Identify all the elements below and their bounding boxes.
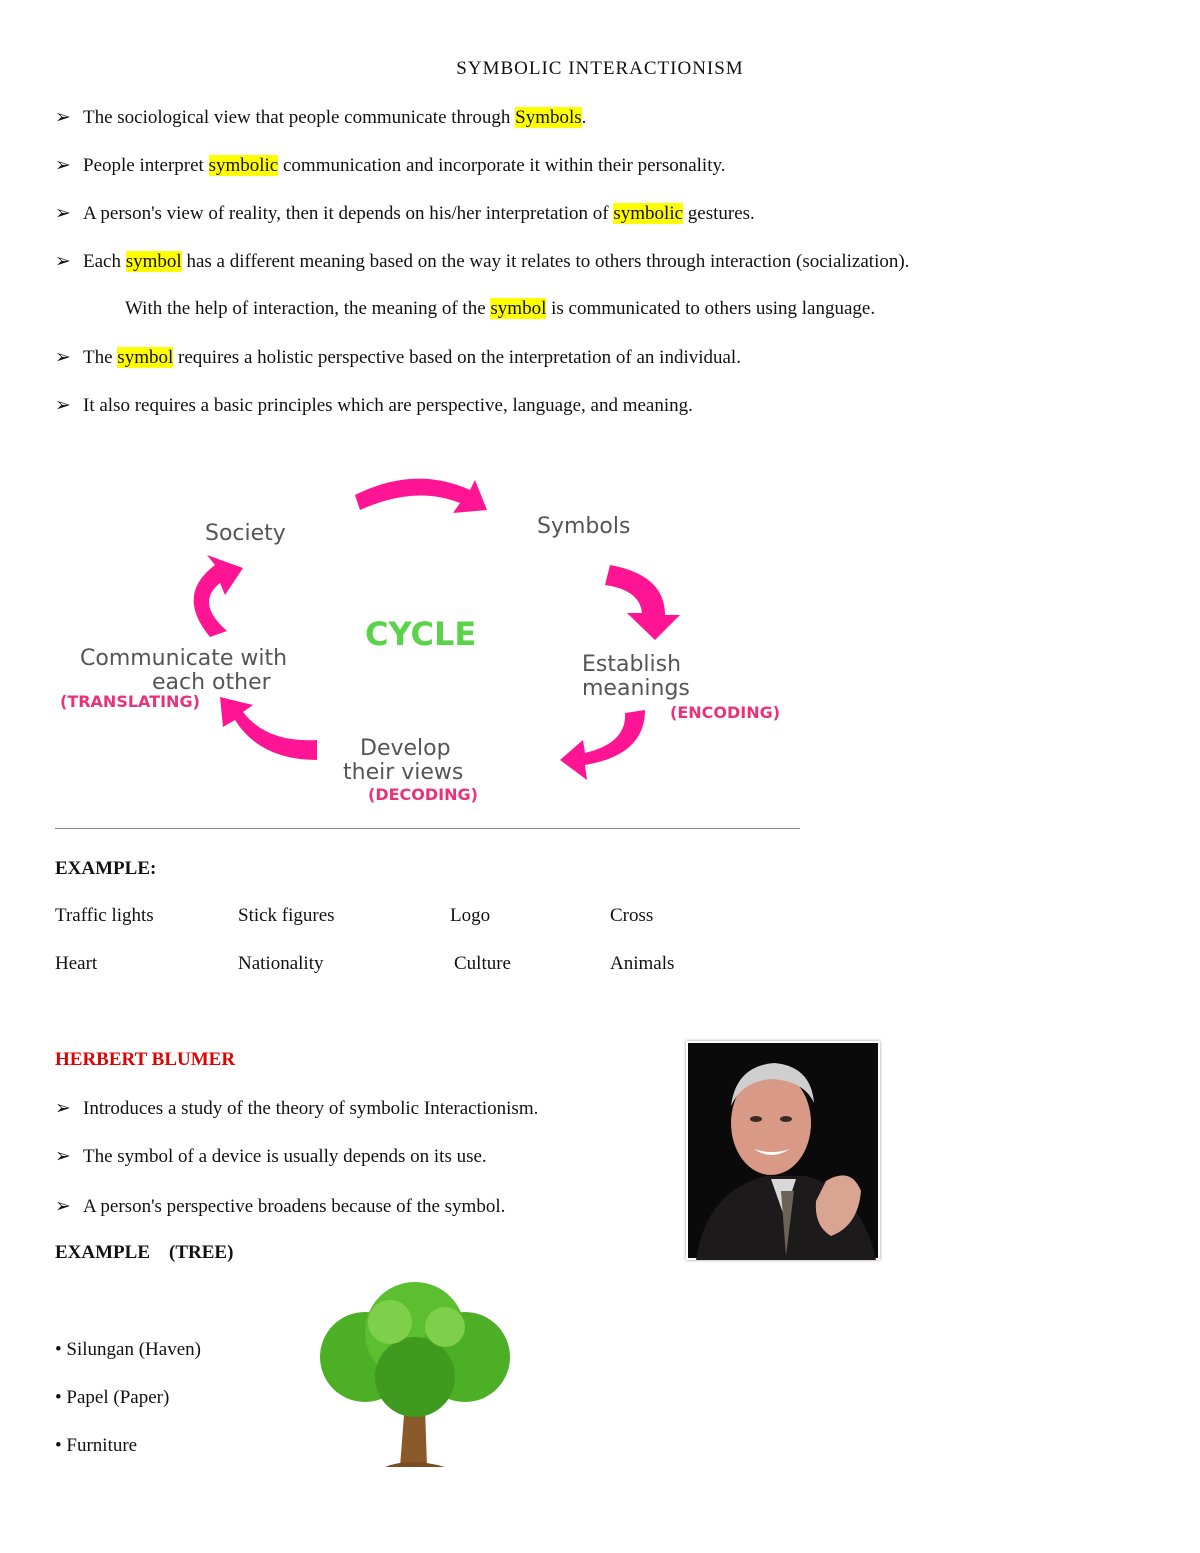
arrow-bullet-icon: ➢ [55,251,71,272]
example-item: Heart [55,953,98,974]
tree-icon [305,1282,525,1472]
bullet-2: ➢ A person's view of reality, then it depends on his/her interpretation of symbolic gestures. [55,203,755,224]
blumer-heading: HERBERT BLUMER [55,1049,236,1070]
example-item: Cross [610,905,654,926]
example-heading: EXAMPLE: [55,858,157,879]
bullet-0: ➢ The sociological view that people communicate through Symbols. [55,107,587,128]
arrow-bullet-icon: ➢ [55,1146,71,1167]
example-item: Culture [454,953,511,974]
blumer-bullet: ➢ Introduces a study of the theory of symbolic Interactionism. [55,1098,539,1119]
example-item: Logo [450,905,491,926]
arrow-bullet-icon: ➢ [55,107,71,128]
example-item: Nationality [238,953,324,974]
cycle-label-translating: (TRANSLATING) [60,692,200,711]
tree-heading: EXAMPLE (TREE) [55,1242,234,1263]
blumer-bullet: ➢ A person's perspective broadens because of the symbol. [55,1196,506,1217]
bullet-3: ➢ Each symbol has a different meaning based on the way it relates to others through interaction (socialization). [55,251,910,272]
cycle-arrow-top-icon [355,479,487,513]
tree-item: • Furniture [55,1435,138,1456]
bullet-5: ➢ It also requires a basic principles which are perspective, language, and meaning. [55,395,693,416]
section-divider [55,828,800,829]
cycle-arrow-left-icon [194,555,243,637]
highlight: symbolic [208,155,279,176]
highlight: symbol [490,298,547,319]
highlight: symbol [117,347,174,368]
arrow-bullet-icon: ➢ [55,1098,71,1119]
cycle-label-symbols: Symbols [537,514,631,539]
arrow-bullet-icon: ➢ [55,1196,71,1217]
cycle-label-communicate-1: Communicate with [80,646,288,671]
cycle-label-communicate-2: each other [152,670,271,695]
indented-line: With the help of interaction, the meaning of the symbol is communicated to others using language. [125,298,876,319]
example-item: Stick figures [238,905,335,926]
bullet-1: ➢ People interpret symbolic communication and incorporate it within their personality. [55,155,726,176]
arrow-bullet-icon: ➢ [55,155,71,176]
cycle-label-establish-2: meanings [582,676,690,701]
cycle-label-decoding: (DECODING) [368,785,478,804]
cycle-label-establish-1: Establish [582,652,682,677]
blumer-bullet: ➢ The symbol of a device is usually depends on its use. [55,1146,487,1167]
cycle-label-society: Society [205,521,286,546]
example-item: Animals [610,953,675,974]
tree-item: • Silungan (Haven) [55,1339,201,1360]
cycle-arrow-lower-right-icon [560,710,645,780]
cycle-arrow-bottom-left-icon [220,697,317,760]
example-item: Traffic lights [55,905,154,926]
cycle-arrow-right-icon [605,565,680,640]
cycle-center-label: CYCLE [365,615,477,653]
tree-item: • Papel (Paper) [55,1387,170,1408]
bullet-4: ➢ The symbol requires a holistic perspective based on the interpretation of an individual. [55,347,741,368]
portrait-photo [686,1041,880,1260]
arrow-bullet-icon: ➢ [55,395,71,416]
arrow-bullet-icon: ➢ [55,347,71,368]
page-title: SYMBOLIC INTERACTIONISM [456,58,744,79]
cycle-label-encoding: (ENCODING) [670,703,781,722]
highlight: symbol [125,251,182,272]
highlight: symbolic [613,203,684,224]
cycle-label-develop-1: Develop [360,736,451,761]
highlight: Symbols [515,107,582,128]
cycle-diagram [55,465,800,815]
arrow-bullet-icon: ➢ [55,203,71,224]
person-portrait-icon [686,1041,880,1260]
cycle-label-develop-2: their views [343,760,464,785]
